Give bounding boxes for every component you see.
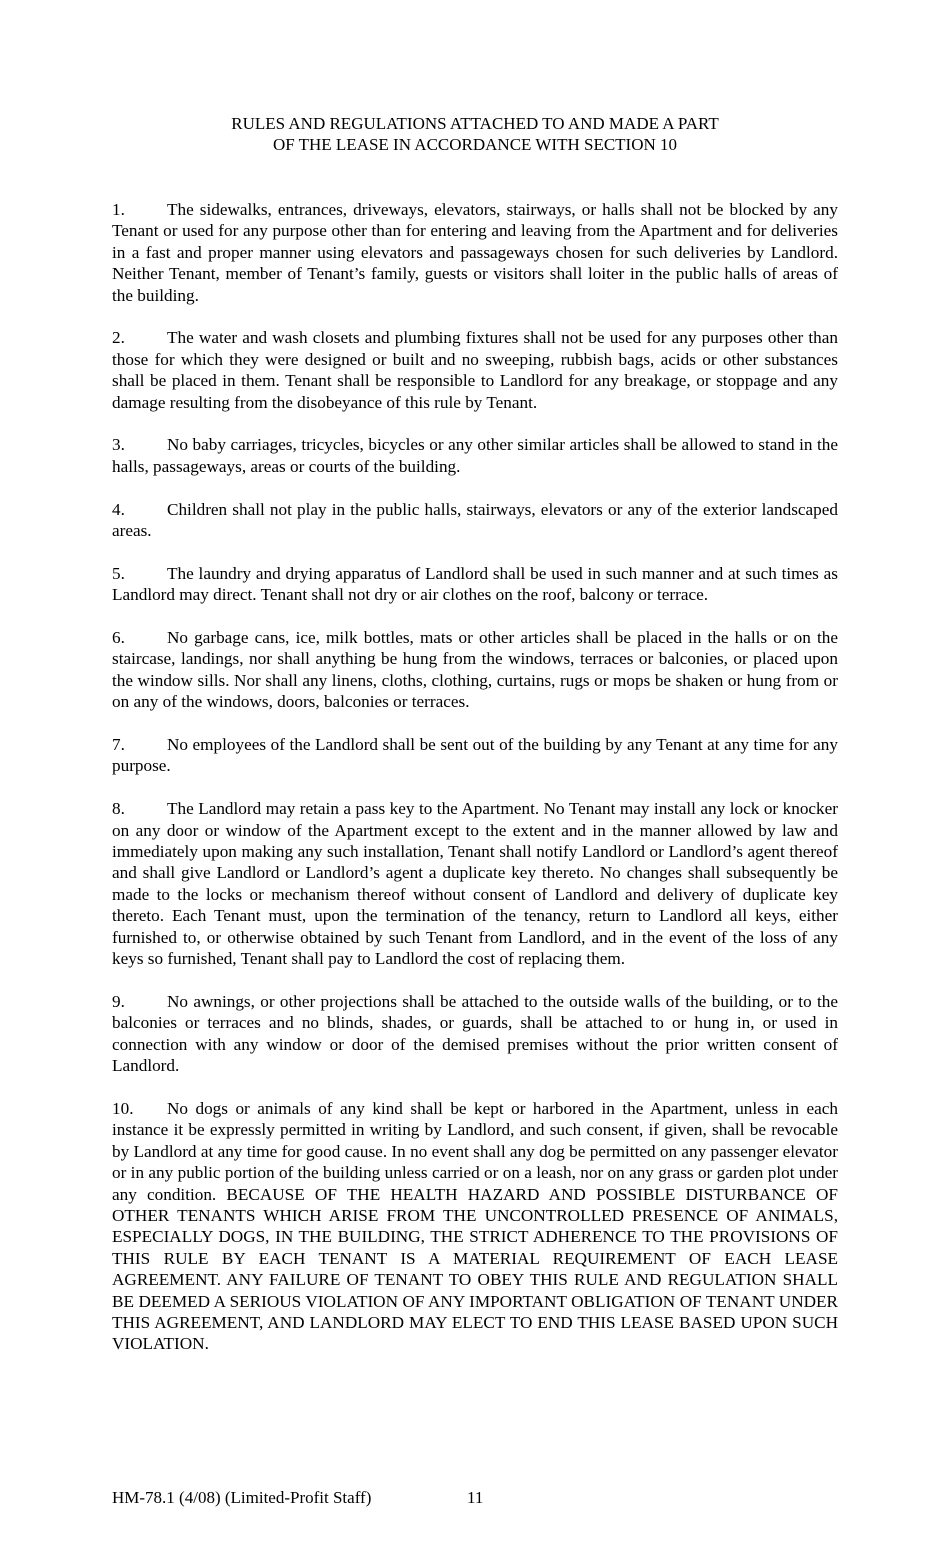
rule-item-5 <box>112 563 838 606</box>
rule-item-2 <box>112 327 838 413</box>
rule-text: No baby carriages, tricycles, bicycles or any other similar articles shall be allowed to stand in the halls, passageways, areas or courts of the building. <box>112 435 838 476</box>
rule-item-3 <box>112 434 838 477</box>
rule-item-10 <box>112 1098 838 1355</box>
rule-number: 9. <box>112 991 125 1011</box>
rule-number: 3. <box>112 435 125 455</box>
rule-item-9 <box>112 991 838 1077</box>
rule-item-1 <box>112 199 838 306</box>
page-title-line-2: OF THE LEASE IN ACCORDANCE WITH SECTION 10 <box>272 135 678 154</box>
rule-number: 4. <box>112 499 125 519</box>
rule-item-6 <box>112 627 838 713</box>
rule-number: 10. <box>112 1098 134 1118</box>
rule-text: The Landlord may retain a pass key to the Apartment. No Tenant may install any lock or knocker on any door or window of the Apartment except to the extent and in the manner allowed by law and immediately upon making any such installation, Tenant shall notify Landlord or Landlord’s agent thereof and shall give Landlord or Landlord’s agent a duplicate key thereto. No changes shall subsequently be made to the locks or mechanism thereof without consent of Landlord and delivery of duplicate key thereto. Each Tenant must, upon the termination of the tenancy, return to Landlord all keys, either furnished to, or otherwise obtained by such Tenant from Landlord, and in the event of the loss of any keys so furnished, Tenant shall pay to Landlord the cost of replacing them. <box>112 799 838 969</box>
page-footer <box>112 1487 484 1508</box>
rule-text: No garbage cans, ice, milk bottles, mats or other articles shall be placed in the halls or on the staircase, landings, nor shall anything be hung from the windows, terraces or balconies, or placed upon the window sills. Nor shall any linens, cloths, clothing, curtains, rugs or mops be shaken or hung from or on any of the windows, doors, balconies or terraces. <box>112 628 838 712</box>
footer-page-number: 11 <box>467 1488 484 1507</box>
rule-item-7 <box>112 734 838 777</box>
rules-list <box>112 199 838 1376</box>
rule-text: Children shall not play in the public halls, stairways, elevators or any of the exterior landscaped areas. <box>112 499 838 541</box>
footer-form-id: HM-78.1 (4/08) (Limited-Profit Staff) <box>112 1488 372 1507</box>
rule-text: No dogs or animals of any kind shall be kept or harbored in the Apartment, unless in each instance it be expressly permitted in writing by Landlord, and such consent, if given, shall be revocable by Landlord at any time for good cause. In no event shall any dog be permitted on any passenger elevator or in any public portion of the building unless carried or on a leash, nor on any grass or garden plot under any condition. BECAUSE OF THE HEALTH HAZARD AND POSSIBLE DISTURBANCE OF OTHER TENANTS WHICH ARISE FROM THE UNCONTROLLED PRESENCE OF ANIMALS, ESPECIALLY DOGS, IN THE BUILDING, THE STRICT ADHERENCE TO THE PROVISIONS OF THIS RULE BY EACH TENANT IS A MATERIAL REQUIREMENT OF EACH LEASE AGREEMENT. ANY FAILURE OF TENANT TO OBEY THIS RULE AND REGULATION SHALL BE DEEMED A SERIOUS VIOLATION OF ANY IMPORTANT OBLIGATION OF TENANT UNDER THIS AGREEMENT, AND LANDLORD MAY ELECT TO END THIS LEASE BASED UPON SUCH VIOLATION. <box>112 1098 838 1354</box>
page-title <box>112 113 838 155</box>
rule-text: The sidewalks, entrances, driveways, elevators, stairways, or halls shall not be blocked by any Tenant or used for any purpose other than for entering and leaving from the Apartment and for deliveries in a fast and proper manner using elevators and passageways chosen for such deliveries by Landlord. Neither Tenant, member of Tenant’s family, guests or visitors shall loiter in the public halls of areas of the building. <box>112 200 838 305</box>
rule-item-8 <box>112 798 838 969</box>
rule-text: The water and wash closets and plumbing fixtures shall not be used for any purposes other than those for which they were designed or built and no sweeping, rubbish bags, acids or other substances shall be placed in them. Tenant shall be responsible to Landlord for any breakage, or stoppage and any damage resulting from the disobeyance of this rule by Tenant. <box>112 328 838 412</box>
rule-text: No employees of the Landlord shall be sent out of the building by any Tenant at any time for any purpose. <box>112 735 838 776</box>
rule-number: 2. <box>112 328 125 348</box>
rule-text: The laundry and drying apparatus of Landlord shall be used in such manner and at such times as Landlord may direct. Tenant shall not dry or air clothes on the roof, balcony or terrace. <box>112 563 838 605</box>
rule-number: 5. <box>112 563 125 583</box>
rule-number: 8. <box>112 799 125 819</box>
rule-number: 1. <box>112 200 125 219</box>
page-title-line-1: RULES AND REGULATIONS ATTACHED TO AND MADE A PART <box>231 114 719 133</box>
rule-number: 7. <box>112 735 125 755</box>
rule-number: 6. <box>112 628 125 648</box>
rule-text: No awnings, or other projections shall be attached to the outside walls of the building, or to the balconies or terraces and no blinds, shades, or guards, shall be attached to or hung in, or used in connection with any window or door of the demised premises without the prior written consent of Landlord. <box>112 991 838 1076</box>
rule-item-4 <box>112 499 838 542</box>
